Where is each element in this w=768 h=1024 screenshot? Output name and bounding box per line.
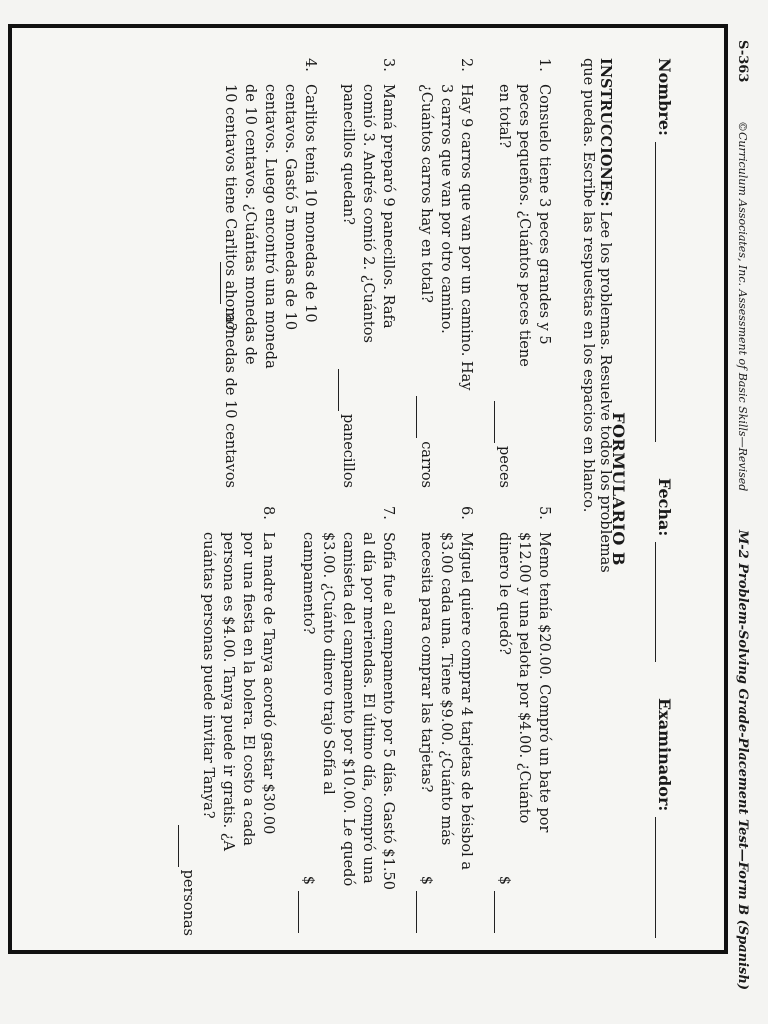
problem-text: Carlitos tenía 10 monedas de 10 centavos. Gastó 5 monedas de 10 centavos. Luego encontró una moneda de 10 centavos. ¿Cuántas monedas de 10 centavos tiene Carlitos ahora? — [222, 84, 318, 369]
problem-number: 8. — [260, 506, 276, 520]
problem-text: La madre de Tanya acordó gastar $30.00 por una fiesta en la bolera. El costo a cada persona es $4.00. Tanya puede ir gratis. ¿A cuántas personas puede invitar Tanya? — [200, 532, 276, 851]
answer-blank[interactable] — [220, 262, 235, 304]
answer-area — [178, 532, 198, 936]
problem-number: 7. — [380, 506, 396, 520]
examiner-field — [655, 698, 674, 938]
name-label: Nombre: — [655, 58, 674, 136]
problem-number: 6. — [458, 506, 474, 520]
problem — [398, 506, 476, 936]
problems-left-column — [210, 58, 554, 488]
header-fields — [655, 58, 674, 938]
problem — [476, 58, 554, 488]
answer-blank[interactable] — [416, 891, 431, 933]
answer-unit: peces — [496, 445, 512, 488]
answer-prefix: $ — [496, 875, 512, 885]
problem-text: Mamá preparó 9 panecillos. Rafa comió 3. Andrés comió 2. ¿Cuántos panecillos quedan? — [340, 84, 396, 343]
problem-text: Consuelo tiene 3 peces grandes y 5 peces pequeños. ¿Cuántos peces tiene en total? — [496, 84, 552, 367]
name-field — [655, 58, 674, 478]
copyright-line: ©Curriculum Associates, Inc. Assessment of Basic Skills—Revised — [736, 120, 749, 492]
answer-blank[interactable] — [416, 396, 431, 438]
date-input-line[interactable] — [655, 542, 674, 662]
date-field — [655, 478, 674, 698]
answer-prefix: $ — [418, 875, 434, 885]
problem-number: 2. — [458, 58, 474, 72]
answer-unit: panecillos — [340, 413, 356, 488]
answer-unit: monedas de 10 centavos — [222, 307, 238, 488]
examiner-input-line[interactable] — [655, 817, 674, 938]
examiner-label: Examinador: — [655, 698, 674, 812]
answer-blank[interactable] — [338, 369, 353, 411]
instructions-text: Lee los problemas. Resuelve todos los problemas que puedas. Escribe las respuestas en los espacios en blanco. — [580, 58, 613, 573]
problem-text: Sofía fue al campamento por 5 días. Gastó $1.50 al día por meriendas. El último día, compró una camiseta del campamento por $10.00. Le quedó $3.00. ¿Cuánto dinero trajo Sofía al campamento? — [300, 532, 396, 890]
instructions — [579, 58, 614, 578]
problem-text: Memo tenía $20.00. Compró un bate por $12.00 y una pelota por $4.00. ¿Cuánto dinero le quedó? — [496, 532, 552, 833]
answer-unit: carros — [418, 441, 434, 488]
problem-number: 4. — [302, 58, 318, 72]
problem-number: 1. — [536, 58, 552, 72]
problem — [320, 58, 398, 488]
answer-unit: personas — [180, 869, 196, 936]
name-input-line[interactable] — [655, 142, 674, 442]
problem — [398, 58, 476, 488]
answer-blank[interactable] — [298, 891, 313, 933]
problem — [476, 506, 554, 936]
problem — [210, 58, 320, 488]
problem-text: Hay 9 carros que van por un camino. Hay 3 carros que van por otro camino. ¿Cuántos carros hay en total? — [418, 84, 474, 391]
answer-blank[interactable] — [494, 891, 509, 933]
answer-prefix: $ — [300, 875, 316, 885]
problem — [278, 506, 398, 936]
problems-right-column — [158, 506, 554, 936]
problem — [158, 506, 278, 936]
answer-blank[interactable] — [494, 401, 509, 443]
form-frame — [8, 24, 728, 954]
answer-blank[interactable] — [178, 825, 193, 867]
problem-text: Miguel quiere comprar 4 tarjetas de béisbol a $3.00 cada una. Tiene $9.00. ¿Cuánto más necesita para comprar las tarjetas? — [418, 532, 474, 871]
page-number: S-363 — [735, 40, 750, 83]
form-title: FORMULARIO B — [609, 412, 628, 566]
instructions-label: INSTRUCCIONES: — [597, 58, 614, 207]
header-line — [735, 40, 750, 990]
date-label: Fecha: — [655, 478, 674, 537]
test-title: M-2 Problem-Solving Grade-Placement Test—Form B (Spanish) — [735, 529, 750, 990]
problem-number: 5. — [536, 506, 552, 520]
problem-number: 3. — [380, 58, 396, 72]
